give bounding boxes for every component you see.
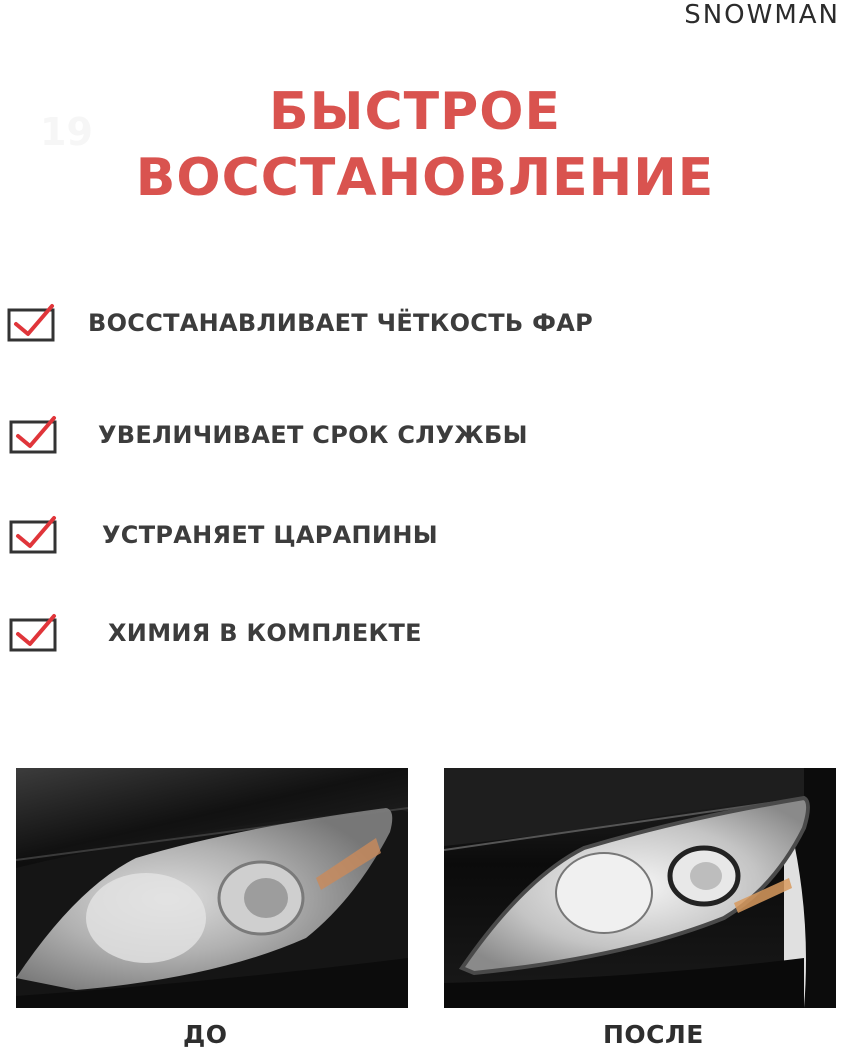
feature-label: УСТРАНЯЕТ ЦАРАПИНЫ [102,521,438,549]
after-caption: ПОСЛЕ [603,1020,704,1049]
before-caption: ДО [183,1020,228,1049]
checkbox-check-icon [8,414,60,456]
checkbox-check-icon [8,612,60,654]
feature-item [8,514,438,556]
checkbox-check-icon [6,302,58,344]
brand-logo-text: SNOWMAN [684,0,840,30]
headline-line-1: БЫСТРОЕ [269,82,561,142]
after-photo [444,768,836,1008]
feature-item [8,612,422,654]
feature-label: УВЕЛИЧИВАЕТ СРОК СЛУЖБЫ [98,421,528,449]
feature-label: ВОССТАНАВЛИВАЕТ ЧЁТКОСТЬ ФАР [88,309,594,337]
feature-item [6,302,593,344]
feature-label: ХИМИЯ В КОМПЛЕКТЕ [108,619,422,647]
feature-item [8,414,528,456]
before-photo [16,768,408,1008]
checkbox-check-icon [8,514,60,556]
headline-line-2: ВОССТАНОВЛЕНИЕ [135,148,715,208]
watermark-number: 19 [40,110,93,154]
